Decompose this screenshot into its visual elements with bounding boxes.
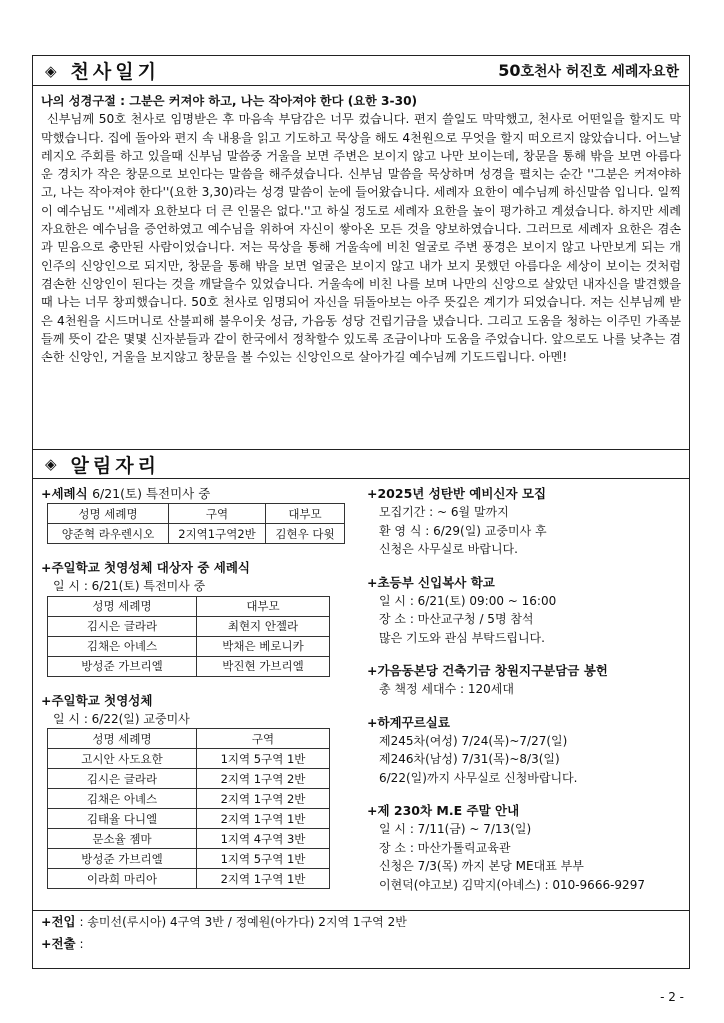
table-cell: 최현지 안젤라 [197,616,330,636]
first-communion-heading: +주일학교 첫영성체 [41,692,153,708]
table-cell: 2지역 1구역 1반 [197,809,330,829]
essay-body: 신부님께 50호 천사로 임명받은 후 마음속 부담감은 너무 컸습니다. 편지 쓸일도 막막했고, 천사로 어떤일을 할지도 막막했습니다. 집에 돌아와 편지 속 내용을 읽고 기도하고 묵상을 해도 4천원으로 무엇을 할지 떠오르지 않았습니다. 어느날 레지오 주회를 하고 있을때 신부님 말씀중 거울을 보면 주변은 보이지 않고 나만 보이는데, 창문을 통해 밖을 보면 아름다운 경치가 작은 창문으로 보인다는 말씀을 해주셨습니다. 신부님 말씀을 묵상하며 성경을 펼치는 순간 ''그분은 커져야하고, 나는 작아져야 한다''(요한 3,30)라는 성경 말씀이 눈에 들어왔습니다. 세례자 요한이 예수님께 하신말씀 입니다. 일찍이 예수님도 ''세례자 요한보다 더 큰 인물은 없다.''고 하실 정도로 세례자 요한을 높이 평가하고 계셨습니다. 하지만 세례자요한은 예수님을 증언하였고 예수님을 위하여 자신이 쌓아온 모든 것을 양보하였습니다. 그러므로 세례자 요한은 겸손과 믿음으로 충만된 사람이었습니다. 저는 묵상을 통해 거울속에 비친 얼굴로 주변 풍경은 보이지 않고 나만보게 되는 개인주의 신앙인으로 되지만, 창문을 통해 밖을 보면 얼굴은 보이지 않고 내가 보지 못했던 아름다운 세상이 보이는 것처럼 겸손한 신앙인이 된다는 것을 깨달을수 있었습니다. 거울속에 비친 나를 보며 나만의 신앙으로 살았던 내자신을 발견했을때 나는 너무 창피했습니다. 50호 천사로 임명되어 자신을 뒤돌아보는 아주 뜻깊은 계기가 되었습니다. 저는 신부님께 받은 4천원을 시드머니로 산불피해 불우이웃 성금, 가음동 성당 건립기금을 냈습니다. 그리고 도움을 청하는 이주민 가족분들께 뜻이 같은 몇몇 신자분들과 같이 한국에서 정착할수 있도록 조금이나마 도움을 주었습니다. 앞으로도 나를 낮추는 겸손한 신앙인, 거울을 보지않고 창문을 볼 수있는 신앙인으로 살아가길 예수님께 기도드립니다. 아멘! [41,112,681,365]
diamond-bullet-icon: ◈ [45,455,57,473]
me-weekend-line: 장 소 : 마산가톨릭교육관 [379,840,511,855]
table-row [48,869,330,889]
first-communion-time: 일 시 : 6/22(일) 교중미사 [53,711,190,726]
table-row [48,809,330,829]
table-cell: 김현우 다윗 [266,524,345,544]
table-row [48,769,330,789]
angel-diary-author: 50호천사 허진호 세례자요한 [498,61,679,80]
altar-server-section [367,573,685,648]
table-cell: 1지역 4구역 3반 [197,829,330,849]
table-header: 대부모 [197,596,330,616]
table-header: 성명 세례명 [48,729,197,749]
bible-verse: 나의 성경구절 : 그분은 커져야 하고, 나는 작아져야 한다 (요한 3-30) [41,94,418,108]
altar-server-heading: +초등부 신입복사 학교 [367,574,495,590]
table-cell: 방성준 가브리엘 [48,656,197,676]
catechumen-line: 모집기간 : ~ 6월 말까지 [379,505,509,519]
baptism-heading: +세례식 [41,486,88,501]
notices-right-column [367,484,685,904]
table-cell: 이라희 마리아 [48,869,197,889]
transfer-out-row [33,933,689,955]
notices-header [33,449,689,479]
table-row [48,656,330,676]
catechumen-section [367,484,685,559]
school-baptism-time: 일 시 : 6/21(토) 특전미사 중 [53,579,206,593]
building-fund-section [367,661,685,699]
table-header: 구역 [197,729,330,749]
table-cell: 2지역 1구역 2반 [197,789,330,809]
table-cell: 고시안 사도요한 [48,749,197,769]
altar-server-line: 장 소 : 마산교구청 / 5명 참석 [379,612,534,626]
table-header: 성명 세례명 [48,504,169,524]
table-cell: 김시은 글라라 [48,616,197,636]
catechumen-line: 신청은 사무실로 바랍니다. [379,542,518,556]
cursillo-section [367,713,685,788]
transfer-in-heading: +전입 [41,914,76,929]
table-row [48,524,345,544]
school-baptism-heading: +주일학교 첫영성체 대상자 중 세례식 [41,560,251,575]
building-fund-line: 총 책정 세대수 : 120세대 [379,682,514,696]
school-baptism-table [47,596,330,677]
altar-server-line: 많은 기도와 관심 부탁드립니다. [379,630,545,645]
notices-title: 알림자리 [70,454,160,477]
transfer-in-row [33,911,689,933]
first-communion-table [47,728,330,889]
table-header: 성명 세례명 [48,596,197,616]
table-cell: 2지역1구역2반 [169,524,266,544]
table-header: 대부모 [266,504,345,524]
table-header: 구역 [169,504,266,524]
table-cell: 2지역 1구역 1반 [197,869,330,889]
baptism-date: 6/21(토) 특전미사 중 [92,486,211,501]
table-cell: 2지역 1구역 2반 [197,769,330,789]
table-row [48,829,330,849]
table-cell: 박진현 가브리엘 [197,656,330,676]
table-row [48,636,330,656]
table-cell: 김시은 글라라 [48,769,197,789]
baptism-table [47,503,345,544]
angel-diary-header [33,56,689,86]
table-row [48,749,330,769]
baptism-section [41,484,359,544]
table-cell: 김채은 아녜스 [48,636,197,656]
diamond-bullet-icon: ◈ [45,61,57,80]
table-cell: 1지역 5구역 1반 [197,849,330,869]
me-weekend-line: 이현덕(야고보) 김막지(아녜스) : 010-9666-9297 [379,877,645,892]
cursillo-line: 제245차(여성) 7/24(목)~7/27(일) [379,733,568,748]
page-number: - 2 - [660,990,684,1004]
table-row [48,616,330,636]
notices-left-column [41,484,359,899]
table-row [48,789,330,809]
transfer-out-heading: +전출 [41,936,76,951]
school-baptism-section [41,558,359,677]
altar-server-line: 일 시 : 6/21(토) 09:00 ~ 16:00 [379,593,557,608]
transfer-in-text: : 송미선(루시아) 4구역 3반 / 정예원(아가다) 2지역 1구역 2반 [79,915,407,929]
cursillo-line: 6/22(일)까지 사무실로 신청바랍니다. [379,770,578,785]
me-weekend-section [367,801,685,894]
me-weekend-line: 일 시 : 7/11(금) ~ 7/13(일) [379,822,532,836]
table-cell: 문소율 젬마 [48,829,197,849]
table-cell: 양준혁 라우렌시오 [48,524,169,544]
table-cell: 방성준 가브리엘 [48,849,197,869]
table-cell: 1지역 5구역 1반 [197,749,330,769]
table-cell: 박채은 베로니카 [197,636,330,656]
transfer-out-text: : [79,937,84,951]
table-cell: 김태율 다니엘 [48,809,197,829]
transfer-section [33,910,689,955]
cursillo-line: 제246차(남성) 7/31(목)~8/3(일) [379,752,560,766]
angel-diary-title: 천사일기 [70,61,160,83]
me-weekend-heading: +제 230차 M.E 주말 안내 [367,803,520,818]
cursillo-heading: +하계꾸르실료 [367,714,450,730]
angel-diary-essay [41,92,681,366]
first-communion-section [41,691,359,890]
table-row [48,849,330,869]
me-weekend-line: 신청은 7/3(목) 까지 본당 ME대표 부부 [379,859,584,873]
page-frame [32,55,690,969]
catechumen-line: 환 영 식 : 6/29(일) 교중미사 후 [379,523,547,538]
building-fund-heading: +가음동본당 건축기금 창원지구분담금 봉헌 [367,663,608,678]
catechumen-heading: +2025년 성탄반 예비신자 모집 [367,486,547,501]
table-cell: 김채은 아녜스 [48,789,197,809]
